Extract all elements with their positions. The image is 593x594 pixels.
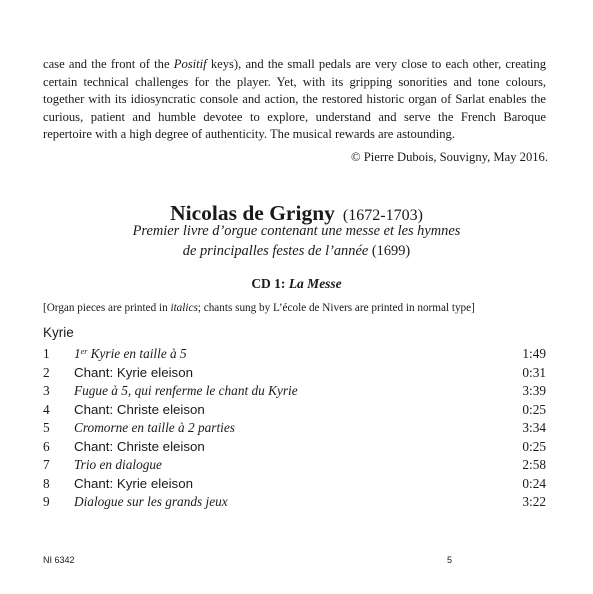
- track-duration: 2:58: [522, 457, 546, 472]
- composer-dates: (1672-1703): [342, 207, 423, 224]
- track-row: [43, 456, 546, 475]
- section-label-kyrie: Kyrie: [43, 325, 74, 340]
- track-duration: 3:39: [522, 383, 546, 398]
- note-italics: italics: [170, 302, 198, 314]
- track-title: Chant: Kyrie eleison: [74, 364, 193, 380]
- cd-label: CD 1:: [251, 276, 289, 291]
- track-duration: 1:49: [522, 346, 546, 361]
- work-title-line-2: [0, 241, 593, 261]
- credit-line: © Pierre Dubois, Souvigny, May 2016.: [351, 150, 548, 164]
- track-list: [43, 345, 546, 512]
- work-title: [0, 221, 593, 261]
- track-duration: 0:25: [522, 438, 546, 454]
- track-title: Chant: Christe eleison: [74, 438, 205, 454]
- track-number: 8: [43, 475, 50, 491]
- track-row: [43, 438, 546, 457]
- track-duration: 3:34: [522, 420, 546, 435]
- cd-title: La Messe: [288, 276, 342, 291]
- track-number: 2: [43, 364, 50, 380]
- track-title: Dialogue sur les grands jeux: [74, 494, 228, 509]
- intro-positif: Positif: [173, 57, 207, 71]
- track-row: [43, 401, 546, 420]
- work-title-line-1: Premier livre d’orgue contenant une messe et les hymnes: [132, 223, 461, 239]
- track-title: Chant: Christe eleison: [74, 401, 205, 417]
- track-ordinal-suffix: er: [80, 347, 88, 356]
- track-duration: 0:25: [522, 401, 546, 417]
- note-text-2: ; chants sung by L’école de Nivers are printed in normal type]: [197, 302, 475, 314]
- track-title-text: Kyrie en taille à 5: [87, 346, 187, 361]
- work-year: (1699): [368, 243, 411, 259]
- track-title: Trio en dialogue: [74, 457, 162, 472]
- track-title: Fugue à 5, qui renferme le chant du Kyrie: [74, 383, 298, 398]
- track-duration: 3:22: [522, 494, 546, 509]
- track-row: [43, 493, 546, 512]
- track-row: [43, 475, 546, 494]
- track-title: Chant: Kyrie eleison: [74, 475, 193, 491]
- track-number: 5: [43, 420, 50, 435]
- composer-name: Nicolas de Grigny: [170, 201, 335, 225]
- page-number: 5: [447, 555, 453, 565]
- intro-paragraph: [43, 56, 546, 144]
- track-number: 1: [43, 346, 50, 361]
- track-number: 9: [43, 494, 50, 509]
- catalog-number: NI 6342: [43, 555, 75, 565]
- intro-text-2: keys), and the small pedals are very close to each other, creating certain technical challenges for the player. Yet, with its gripping sonorities and tone colours, together with its idiosyncratic console and action, the restored historic organ of Sarlat enables the curious, patient and humble devotee to explore, understand and serve the French Baroque repertoire with a high degree of authenticity. The musical rewards are astounding.: [43, 57, 546, 142]
- intro-text-1: case and the front of the: [43, 57, 174, 71]
- typeface-note: [43, 302, 475, 314]
- track-number: 3: [43, 383, 50, 398]
- track-number: 7: [43, 457, 50, 472]
- track-row: [43, 345, 546, 364]
- track-row: [43, 419, 546, 438]
- work-title-line-2-italic: de principalles festes de l’année: [182, 243, 369, 259]
- track-duration: 0:31: [522, 364, 546, 380]
- track-duration: 0:24: [522, 475, 546, 491]
- note-text-1: [Organ pieces are printed in: [43, 302, 171, 314]
- track-ordinal: 1: [74, 346, 81, 361]
- track-row: [43, 364, 546, 383]
- track-row: [43, 382, 546, 401]
- track-title: [74, 345, 187, 364]
- track-number: 4: [43, 401, 50, 417]
- track-number: 6: [43, 438, 50, 454]
- cd-heading: [0, 276, 593, 292]
- track-title: Cromorne en taille à 2 parties: [74, 420, 235, 435]
